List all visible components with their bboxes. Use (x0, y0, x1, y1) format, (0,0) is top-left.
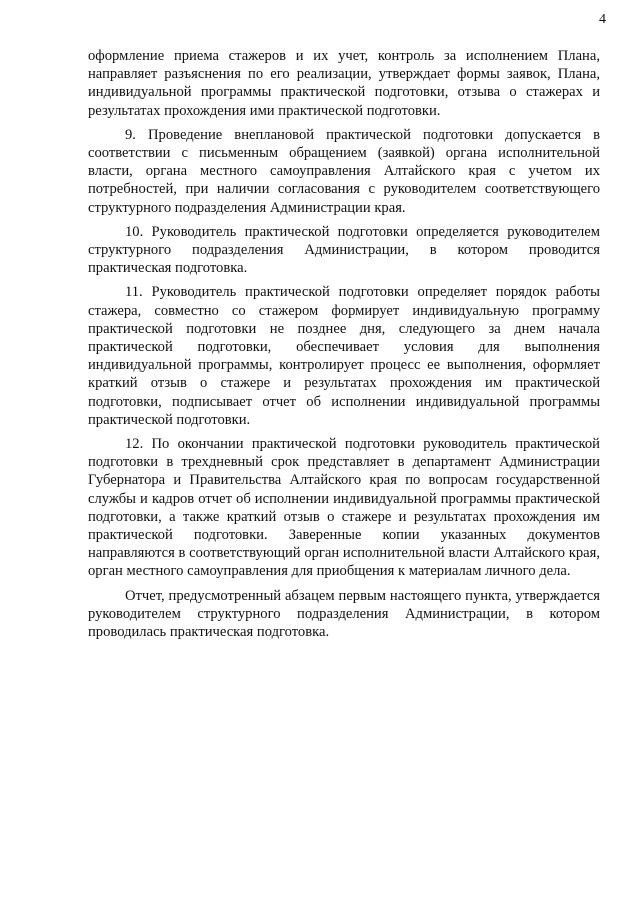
document-body (88, 47, 600, 647)
paragraph-item-9: 9. Проведение внеплановой практической подготовки допускается в соответствии с письменным обращением (заявкой) органа исполнительной власти, органа местного самоуправления Алтайского края с учетом их потребностей, при наличии согласования с руководителем соответствующего структурного подразделения Администрации края. (88, 126, 600, 216)
paragraph-continuation: оформление приема стажеров и их учет, контроль за исполнением Плана, направляет разъяснения по его реализации, утверждает формы заявок, Плана, индивидуальной программы практической подготовки, отзыва о стажерах и результатах прохождения ими практической подготовки. (88, 48, 600, 119)
page-number: 4 (599, 12, 606, 27)
paragraph-item-10: 10. Руководитель практической подготовки определяется руководителем структурного подразделения Администрации, в котором проводится практическая подготовка. (88, 223, 600, 277)
paragraph-item-11: 11. Руководитель практической подготовки определяет порядок работы стажера, совместно со стажером формирует индивидуальную программу практической подготовки не позднее дня, следующего за днем начала практической подготовки, обеспечивает условия для выполнения индивидуальной программы, контролирует процесс ее выполнения, оформляет краткий отзыв о стажере и результатах прохождения им практической подготовки, подписывает отчет об исполнении индивидуальной программы практической подготовки. (88, 284, 600, 428)
paragraph-report-approval: Отчет, предусмотренный абзацем первым настоящего пункта, утверждается руководителем структурного подразделения Администрации, в котором проводилась практическая подготовка. (88, 587, 600, 641)
paragraph-item-12: 12. По окончании практической подготовки руководитель практической подготовки в трехдневный срок представляет в департамент Администрации Губернатора и Правительства Алтайского края по вопросам государственной службы и кадров отчет об исполнении индивидуальной программы практической подготовки, а также краткий отзыв о стажере и результатах прохождения им практической подготовки. Заверенные копии указанных документов направляются в соответствующий орган исполнительной власти Алтайского края, орган местного самоуправления для приобщения к материалам личного дела. (88, 436, 600, 580)
